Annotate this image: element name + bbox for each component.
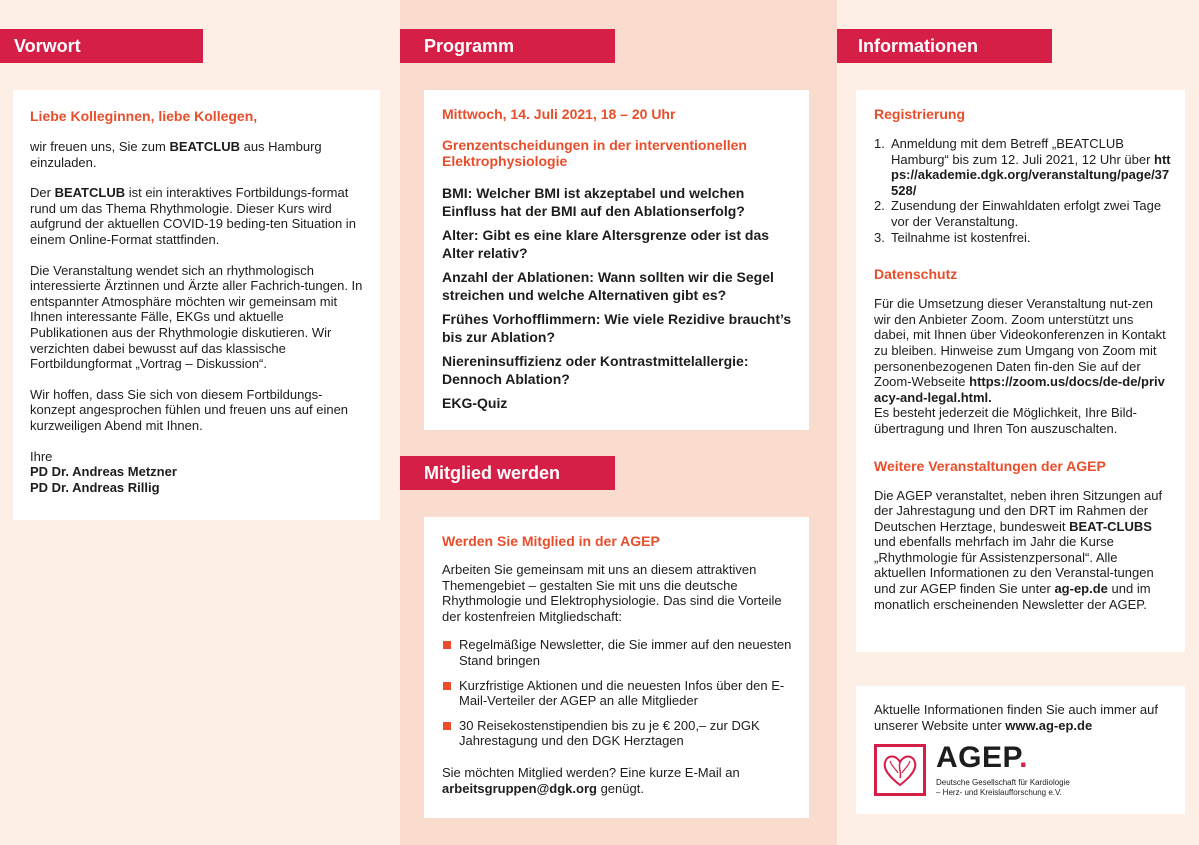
weitere-veranstaltungen-heading: Weitere Veranstaltungen der AGEP xyxy=(874,457,1106,474)
programm-item: EKG-Quiz xyxy=(442,395,508,411)
programm-item: Frühes Vorhofflimmern: Wie viele Rezidive braucht’s bis zur Ablation? xyxy=(442,311,792,345)
mitglied-intro: Arbeiten Sie gemeinsam mit uns an diesem attraktiven Themengebiet – gestalten Sie mit uns die deutsche Rhythmologie und Elektrophysiologie. Das sind die Vorteile der kostenfreien Mitgliedschaft: xyxy=(442,562,782,624)
vorwort-paragraph-1: wir freuen uns, Sie zum BEATCLUB aus Hamburg einzuladen. xyxy=(30,139,322,170)
registrierung-item: 2. Zusendung der Einwahldaten erfolgt zwei Tage vor der Veranstaltung. xyxy=(874,198,1162,229)
programm-list xyxy=(442,185,793,413)
programm-card xyxy=(424,90,809,430)
programm-item: Alter: Gibt es eine klare Altersgrenze oder ist das Alter relativ? xyxy=(442,227,770,261)
programm-date: Mittwoch, 14. Juli 2021, 18 – 20 Uhr xyxy=(442,106,676,122)
registrierung-list xyxy=(874,136,1171,245)
programm-item: BMI: Welcher BMI ist akzeptabel und welchen Einfluss hat der BMI auf den Ablationserfolg? xyxy=(442,185,745,219)
column-programm xyxy=(400,0,837,845)
signature-2: PD Dr. Andreas Rillig xyxy=(30,479,160,495)
vorwort-paragraph-3: Die Veranstaltung wendet sich an rhythmologisch interessierte Ärztinnen und Ärzte aller Fachrich-tungen. In entspannter Atmosphäre möchten wir gemeinsam mit Ihnen interessante Fälle, EKGs und aktuelle Publikationen aus der Rhythmologie diskutieren. Wir verzichten dabei bewusst auf das klassische Fortbildungformat „Vortrag – Diskussion“. xyxy=(30,262,363,372)
mitglied-cta: Sie möchten Mitglied werden? Eine kurze E-Mail an arbeitsgruppen@dgk.org genügt. xyxy=(442,764,740,796)
programm-item: Niereninsuffizienz oder Kontrastmittelallergie: Dennoch Ablation? xyxy=(442,353,749,387)
programm-subtitle: Grenzentscheidungen in der interventionellen Elektrophysiologie xyxy=(442,137,747,169)
column-vorwort xyxy=(0,0,400,845)
registration-link[interactable]: https://akademie.dgk.org/veranstaltung/page/37528/ xyxy=(891,151,1171,198)
informationen-card xyxy=(856,90,1185,652)
mitglied-banner: Mitglied werden xyxy=(400,456,615,490)
website-text: Aktuelle Informationen finden Sie auch immer auf unserer Website unter www.ag-ep.de xyxy=(874,702,1158,733)
registrierung-item: 3. Teilnahme ist kostenfrei. xyxy=(874,229,1031,245)
zoom-privacy-link[interactable]: https://zoom.us/docs/de-de/privacy-and-legal.html xyxy=(874,374,1165,405)
website-link[interactable]: www.ag-ep.de xyxy=(1005,717,1093,733)
member-email-link[interactable]: arbeitsgruppen@dgk.org xyxy=(442,780,597,796)
registrierung-item: 1. Anmeldung mit dem Betreff „BEATCLUB Hamburg“ bis zum 12. Juli 2021, 12 Uhr über https://akademie.dgk.org/veranstaltung/page/37528/ xyxy=(874,136,1171,198)
informationen-banner: Informationen xyxy=(837,29,1052,63)
benefit-item: Regelmäßige Newsletter, die Sie immer auf den neuesten Stand bringen xyxy=(442,637,793,668)
datenschutz-text: Für die Umsetzung dieser Veranstaltung nut-zen wir den Anbieter Zoom. Zoom unterstützt uns dabei, mit Ihnen über Videokonferenzen in Kontakt zu bleiben. Hinweise zum Umgang von Zoom mit personenbezogenen Daten fin-den Sie auf der Zoom-Webseite https://zoom.us/docs/de-de/privacy-and-legal.html. Es besteht jederzeit die Möglichkeit, Ihre Bild-übertragung und Ihren Ton auszuschalten. xyxy=(874,296,1166,436)
benefits-list xyxy=(442,637,793,749)
benefit-item: Kurzfristige Aktionen und die neuesten Infos über den E-Mail-Verteiler der AGEP an alle Mitglieder xyxy=(442,678,793,709)
programm-banner: Programm xyxy=(400,29,615,63)
vorwort-paragraph-2: Der BEATCLUB ist ein interaktives Fortbildungs-format rund um das Thema Rhythmologie. Dieser Kurs wird aufgrund der aktuellen COVID-19 beding-ten Situation in einem Online-Format stattfinden. xyxy=(30,185,356,247)
agep-site-link[interactable]: ag-ep.de xyxy=(1054,581,1108,597)
weitere-veranstaltungen-text: Die AGEP veranstaltet, neben ihren Sitzungen auf der Jahrestagung und den DRT im Rahmen der Deutschen Herztage, bundesweit BEAT-CLUBS und ebenfalls mehrfach im Jahr die Kurse „Rhythmologie für Assistenzpersonal“. Alle aktuellen Informationen zu den Veranstal-tungen und zur AGEP finden Sie unter ag-ep.de und im monatlich erscheinenden Newsletter der AGEP. xyxy=(874,487,1163,612)
vorwort-paragraph-4: Wir hoffen, dass Sie sich von diesem Fortbildungs-konzept angesprochen fühlen und freuen uns auf einen kurzweiligen Abend mit Ihnen. xyxy=(30,386,349,433)
mitglied-heading: Werden Sie Mitglied in der AGEP xyxy=(442,533,660,549)
agep-logo xyxy=(874,741,1174,800)
closing: Ihre xyxy=(30,448,53,464)
benefit-item: 30 Reisekostenstipendien bis zu je € 200,– zur DGK Jahrestagung und den DGK Herztagen xyxy=(442,718,793,749)
heart-logo-icon xyxy=(874,744,926,796)
column-informationen xyxy=(837,0,1199,845)
website-card xyxy=(856,686,1185,814)
vorwort-banner: Vorwort xyxy=(0,29,203,63)
logo-wordmark: AGEP. xyxy=(936,741,1028,774)
datenschutz-heading: Datenschutz xyxy=(874,266,958,283)
signature-1: PD Dr. Andreas Metzner xyxy=(30,464,177,480)
registrierung-heading: Registrierung xyxy=(874,106,966,122)
greeting: Liebe Kolleginnen, liebe Kollegen, xyxy=(30,108,258,124)
vorwort-card xyxy=(13,90,380,520)
mitglied-card xyxy=(424,517,809,818)
logo-subtitle: Deutsche Gesellschaft für Kardiologie – Herz- und Kreislaufforschung e.V. xyxy=(936,778,1070,797)
programm-item: Anzahl der Ablationen: Wann sollten wir die Segel streichen und welche Alternativen gibt es? xyxy=(442,269,774,303)
